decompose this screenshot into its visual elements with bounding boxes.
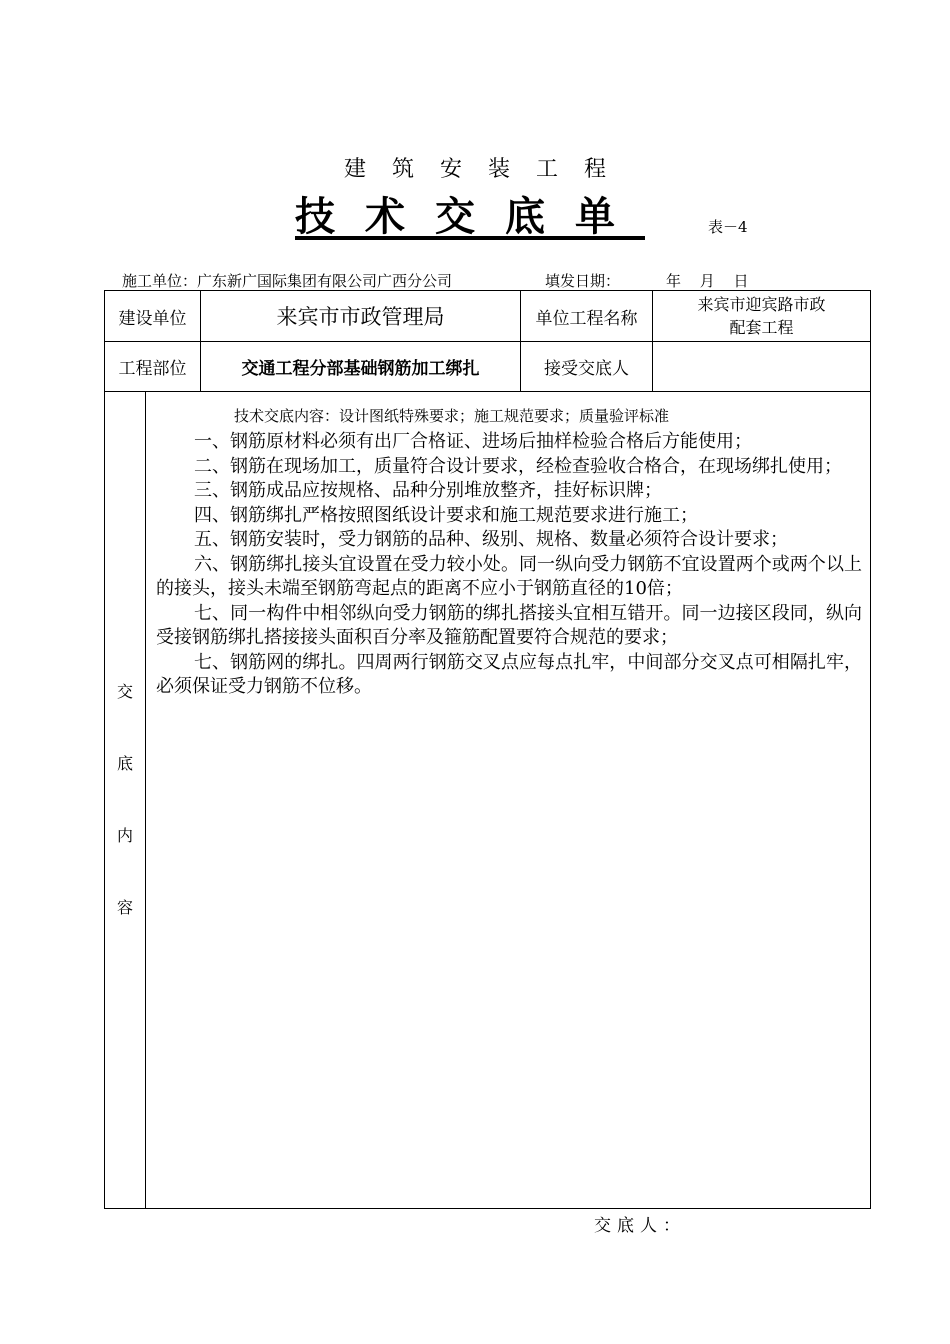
project-name-label: 单位工程名称 <box>521 291 653 342</box>
side-char: 内 <box>116 826 133 845</box>
content-paragraph: 四、钢筋绑扎严格按照图纸设计要求和施工规范要求进行施工； <box>194 504 698 526</box>
content-heading: 技术交底内容：设计图纸特殊要求；施工规范要求；质量验评标准 <box>234 407 670 425</box>
form-number: 表－4 <box>708 218 748 236</box>
side-char: 容 <box>116 898 133 917</box>
content-paragraph: 二、钢筋在现场加工，质量符合设计要求，经检查验收合格合，在现场绑扎使用； <box>194 455 842 477</box>
disclosure-table <box>104 290 871 1209</box>
project-name-line1: 来宾市迎宾路市政 <box>697 295 826 314</box>
part-value: 交通工程分部基础钢筋加工绑扎 <box>201 342 521 392</box>
receiver-label: 接受交底人 <box>521 342 653 392</box>
issue-date-label: 填发日期： <box>545 272 621 290</box>
client-row <box>105 291 871 342</box>
form-title: 技术交底单 <box>295 193 645 240</box>
content-paragraph: 三、钢筋成品应按规格、品种分别堆放整齐，挂好标识牌； <box>194 480 662 501</box>
content-body <box>146 392 871 1209</box>
side-char: 交 <box>116 682 133 701</box>
content-paragraph: 六、钢筋绑扎接头宜设置在受力较小处。同一纵向受力钢筋不宜设置两个或两个以上的接头，接头未端至钢筋弯起点的距离不应小于钢筋直径的10倍； <box>156 553 862 599</box>
project-name-line2: 配套工程 <box>729 318 794 337</box>
discloser-signature-label: 交底人： <box>594 1216 686 1236</box>
issue-date-value: 年 月 日 <box>666 272 749 290</box>
content-row <box>105 392 871 1209</box>
client-value: 来宾市市政管理局 <box>201 291 521 342</box>
content-paragraph: 七、钢筋网的绑扎。四周两行钢筋交叉点应每点扎牢，中间部分交叉点可相隔扎牢，必须保证受力钢筋不位移。 <box>156 651 862 697</box>
content-paragraph: 一、钢筋原材料必须有出厂合格证、进场后抽样检验合格后方能使用； <box>194 431 752 452</box>
receiver-value[interactable] <box>653 342 871 392</box>
part-label: 工程部位 <box>105 342 201 392</box>
project-name-value <box>653 291 871 342</box>
side-char: 底 <box>116 754 133 773</box>
form-subtitle: 建筑安装工程 <box>343 157 632 182</box>
client-label: 建设单位 <box>105 291 201 342</box>
content-paragraph: 五、钢筋安装时，受力钢筋的品种、级别、规格、数量必须符合设计要求； <box>194 529 788 550</box>
part-row <box>105 342 871 392</box>
content-side-label <box>105 392 146 1209</box>
construction-unit: 施工单位：广东新广国际集团有限公司广西分公司 <box>122 272 453 290</box>
content-paragraph: 七、同一构件中相邻纵向受力钢筋的绑扎搭接头宜相互错开。同一边接区段同，纵向受接钢筋绑扎搭接接头面积百分率及箍筋配置要符合规范的要求； <box>156 602 862 648</box>
